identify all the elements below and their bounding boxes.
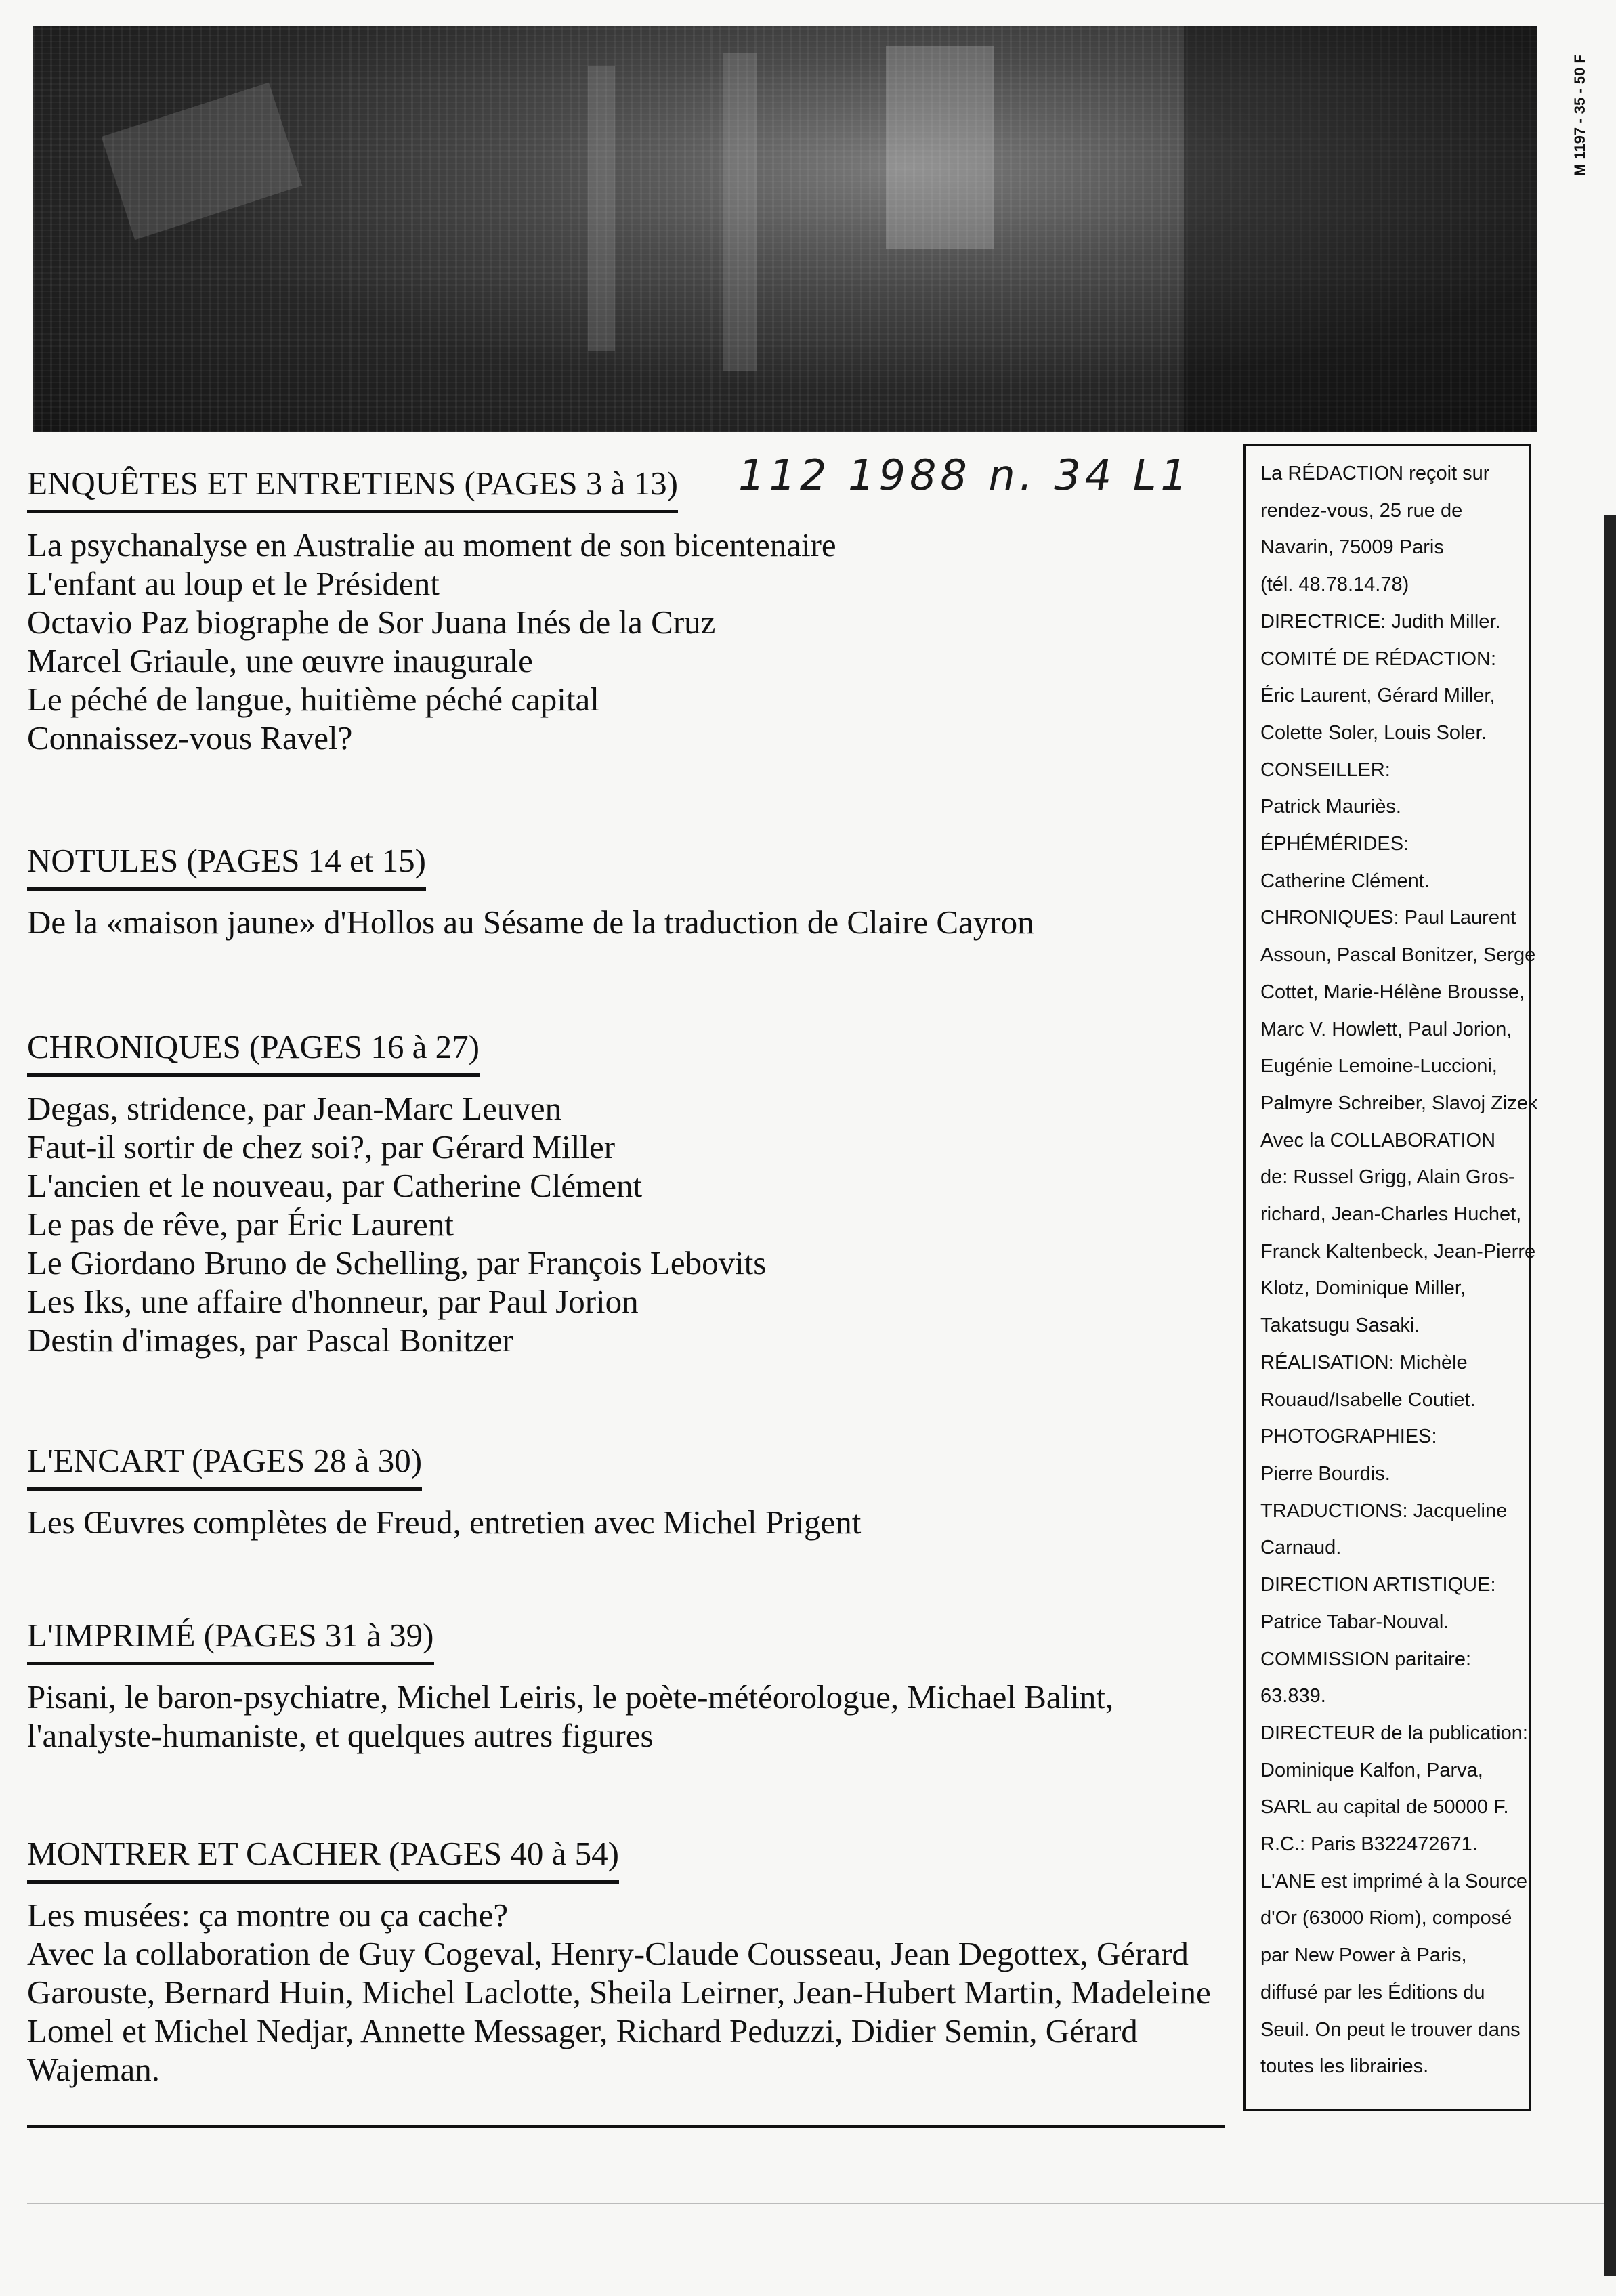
masthead-line: SARL au capital de 50000 F. <box>1260 1796 1509 1819</box>
section-heading: NOTULES (PAGES 14 et 15) <box>27 841 426 891</box>
section-chroniques <box>27 1027 766 1359</box>
list-item: Faut-il sortir de chez soi?, par Gérard Miller <box>27 1128 616 1166</box>
masthead-line: COMMISSION paritaire: <box>1260 1648 1471 1670</box>
list-item: Le péché de langue, huitième péché capital <box>27 681 599 718</box>
list-item: L'ancien et le nouveau, par Catherine Clément <box>27 1167 643 1204</box>
list-item: De la «maison jaune» d'Hollos au Sésame de la traduction de Claire Cayron <box>27 903 1034 941</box>
photo-detail <box>1184 26 1537 432</box>
masthead-line: Palmyre Schreiber, Slavoj Zizek <box>1260 1092 1538 1114</box>
photo-detail <box>102 83 303 240</box>
list-item: Le Giordano Bruno de Schelling, par François Lebovits <box>27 1244 767 1281</box>
masthead-line: (tél. 48.78.14.78) <box>1260 574 1409 596</box>
section-heading: L'IMPRIMÉ (PAGES 31 à 39) <box>27 1616 434 1665</box>
list-item: Les musées: ça montre ou ça cache? <box>27 1896 509 1934</box>
list-item: Destin d'images, par Pascal Bonitzer <box>27 1321 513 1359</box>
masthead-line: La RÉDACTION reçoit sur <box>1260 463 1490 484</box>
masthead-line: CONSEILLER: <box>1260 759 1390 781</box>
entry-list <box>27 1089 766 1359</box>
masthead-line: R.C.: Paris B322472671. <box>1260 1833 1478 1856</box>
masthead-line: Avec la COLLABORATION <box>1260 1129 1496 1151</box>
list-item: Marcel Griaule, une œuvre inaugurale <box>27 642 533 679</box>
list-item: Pisani, le baron-psychiatre, Michel Leiris, le poète-météorologue, Michael Balint, l'analyste-humaniste, et quelques autres figures <box>27 1678 1114 1754</box>
list-item: La psychanalyse en Australie au moment de son bicentenaire <box>27 526 836 564</box>
masthead-line: Catherine Clément. <box>1260 870 1430 892</box>
section-montrer-cacher <box>27 1834 1219 2089</box>
masthead-line: DIRECTRICE: Judith Miller. <box>1260 610 1501 633</box>
masthead-line: Franck Kaltenbeck, Jean-Pierre <box>1260 1240 1536 1262</box>
masthead-line: Patrick Mauriès. <box>1260 796 1401 818</box>
masthead-line: 63.839. <box>1260 1685 1326 1707</box>
section-heading: L'ENCART (PAGES 28 à 30) <box>27 1441 422 1491</box>
entry-list <box>27 1503 861 1542</box>
masthead-line: par New Power à Paris, <box>1260 1944 1467 1967</box>
masthead-line: Éric Laurent, Gérard Miller, <box>1260 685 1495 707</box>
entry-list <box>27 903 1034 941</box>
masthead-line: Assoun, Pascal Bonitzer, Serge <box>1260 944 1536 966</box>
section-heading: CHRONIQUES (PAGES 16 à 27) <box>27 1027 480 1077</box>
handwritten-note: 112 1988 n. 34 L1 <box>738 450 1191 500</box>
masthead-line: DIRECTEUR de la publication: <box>1260 1722 1528 1744</box>
masthead-line: Patrice Tabar-Nouval. <box>1260 1611 1449 1633</box>
masthead-line: de: Russel Grigg, Alain Gros- <box>1260 1166 1515 1189</box>
header-photograph <box>33 26 1537 432</box>
list-item: Octavio Paz biographe de Sor Juana Inés de la Cruz <box>27 603 716 641</box>
masthead-line: toutes les librairies. <box>1260 2056 1429 2078</box>
masthead-line: PHOTOGRAPHIES: <box>1260 1426 1437 1448</box>
section-encart <box>27 1441 861 1542</box>
list-item: Les Œuvres complètes de Freud, entretien avec Michel Prigent <box>27 1504 862 1541</box>
masthead-line: Cottet, Marie-Hélène Brousse, <box>1260 981 1525 1003</box>
list-item: L'enfant au loup et le Président <box>27 565 440 602</box>
masthead-line: CHRONIQUES: Paul Laurent <box>1260 907 1516 929</box>
section-enquetes <box>27 464 836 757</box>
serial-code: M 1197 - 35 - 50 F <box>1571 54 1588 176</box>
list-item: Les Iks, une affaire d'honneur, par Paul Jorion <box>27 1283 639 1320</box>
bottom-rule <box>27 2125 1225 2128</box>
masthead-line: Carnaud. <box>1260 1537 1342 1559</box>
masthead-line: d'Or (63000 Riom), composé <box>1260 1907 1512 1930</box>
photo-detail <box>886 46 994 249</box>
adjacent-page-edge <box>1604 515 1616 2276</box>
list-item: Connaissez-vous Ravel? <box>27 719 353 757</box>
masthead-line: COMITÉ DE RÉDACTION: <box>1260 647 1497 670</box>
masthead-line: Colette Soler, Louis Soler. <box>1260 721 1487 744</box>
masthead-line: L'ANE est imprimé à la Source <box>1260 1870 1527 1892</box>
masthead-line: TRADUCTIONS: Jacqueline <box>1260 1500 1508 1522</box>
section-imprime <box>27 1616 1219 1755</box>
masthead-line: DIRECTION ARTISTIQUE: <box>1260 1574 1496 1596</box>
masthead-line: Klotz, Dominique Miller, <box>1260 1277 1466 1300</box>
section-heading: ENQUÊTES ET ENTRETIENS (PAGES 3 à 13) <box>27 464 678 513</box>
entry-list <box>27 1896 1219 2089</box>
masthead-line: diffusé par les Éditions du <box>1260 1981 1485 2003</box>
page-rule <box>27 2203 1605 2204</box>
masthead-line: rendez-vous, 25 rue de <box>1260 499 1463 522</box>
section-heading: MONTRER ET CACHER (PAGES 40 à 54) <box>27 1834 619 1884</box>
masthead-box <box>1243 444 1538 2111</box>
masthead-line: Takatsugu Sasaki. <box>1260 1315 1420 1337</box>
masthead-line: Eugénie Lemoine-Luccioni, <box>1260 1055 1497 1078</box>
list-item: Le pas de rêve, par Éric Laurent <box>27 1206 454 1243</box>
photo-detail <box>723 53 757 371</box>
masthead-line: ÉPHÉMÉRIDES: <box>1260 833 1409 855</box>
masthead-line: Pierre Bourdis. <box>1260 1462 1390 1485</box>
masthead-line: Navarin, 75009 Paris <box>1260 536 1444 559</box>
photo-detail <box>588 66 615 351</box>
section-notules <box>27 841 1034 941</box>
entry-list <box>27 526 836 757</box>
list-item: Avec la collaboration de Guy Cogeval, Henry-Claude Cousseau, Jean Degottex, Gérard Garouste, Bernard Huin, Michel Laclotte, Sheila Leirner, Jean-Hubert Martin, Madeleine Lomel et Michel Nedjar, Annette Messager, Richard Peduzzi, Didier Semin, Gérard Wajeman. <box>27 1935 1211 2088</box>
masthead-line: RÉALISATION: Michèle <box>1260 1351 1468 1374</box>
list-item: Degas, stridence, par Jean-Marc Leuven <box>27 1090 562 1127</box>
masthead-line: Rouaud/Isabelle Coutiet. <box>1260 1388 1476 1411</box>
masthead-line: Marc V. Howlett, Paul Jorion, <box>1260 1018 1512 1040</box>
masthead-line: Dominique Kalfon, Parva, <box>1260 1759 1483 1781</box>
masthead-line: Seuil. On peut le trouver dans <box>1260 2018 1521 2041</box>
entry-list <box>27 1678 1219 1755</box>
masthead-line: richard, Jean-Charles Huchet, <box>1260 1204 1522 1226</box>
